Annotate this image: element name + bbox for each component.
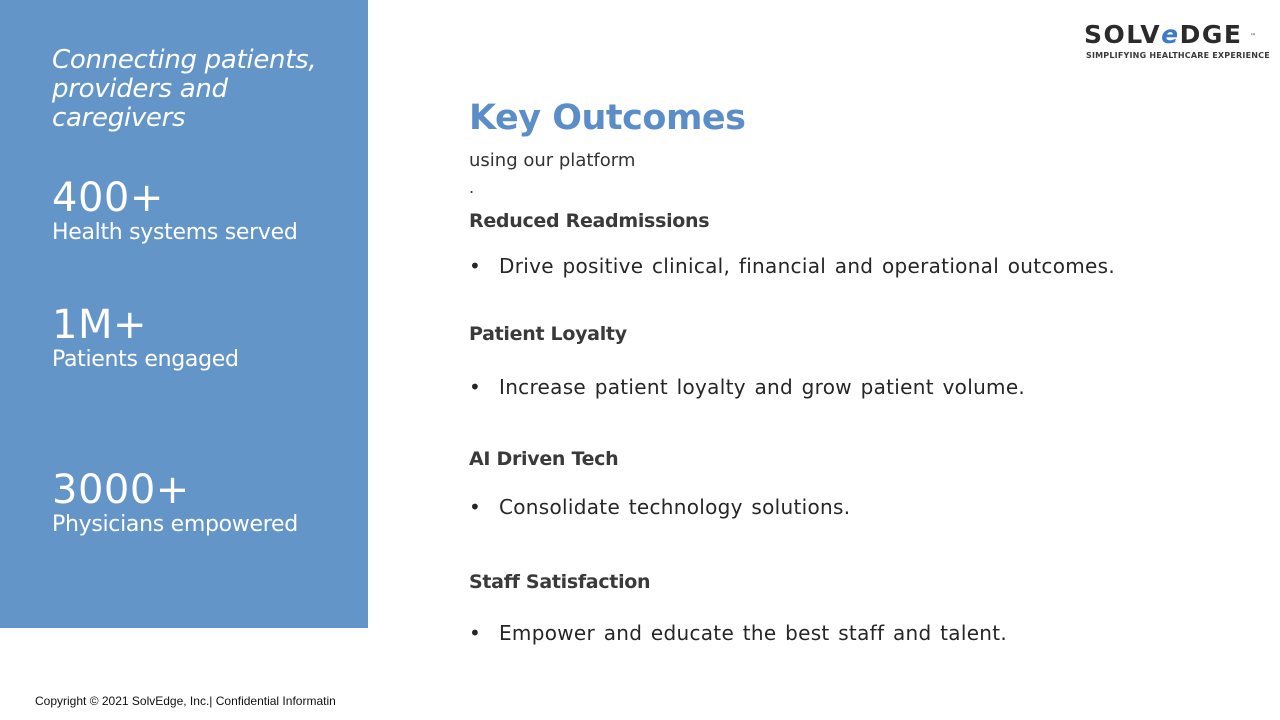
outcome-bullet-text: Increase patient loyalty and grow patient volume. — [499, 375, 1026, 399]
stat-physicians — [52, 468, 298, 538]
bullet-glyph: • — [469, 375, 482, 399]
bullet-glyph: • — [469, 621, 482, 645]
outcome-bullet-text: Empower and educate the best staff and talent. — [499, 621, 1008, 645]
stat-health-systems — [52, 176, 298, 246]
solvedge-logo — [1084, 20, 1270, 68]
outcome-bullet-text: Drive positive clinical, financial and operational outcomes. — [499, 254, 1116, 278]
separator-dot: . — [469, 178, 475, 197]
outcome-staff-satisfaction — [469, 571, 1229, 645]
logo-tagline: SIMPLIFYING HEALTHCARE EXPERIENCE — [1086, 51, 1270, 60]
logo-wordmark — [1084, 20, 1264, 50]
bullet-glyph: • — [469, 254, 482, 278]
outcome-bullet-item — [469, 254, 1115, 278]
outcome-bullet-item — [469, 495, 850, 519]
bullet-glyph: • — [469, 495, 482, 519]
sidebar-panel — [0, 0, 368, 628]
stat-label: Patients engaged — [52, 347, 239, 372]
logo-trademark: ™ — [1250, 33, 1256, 40]
outcome-heading: Staff Satisfaction — [469, 571, 651, 593]
stat-label: Health systems served — [52, 220, 298, 245]
outcome-list — [469, 621, 1007, 645]
copyright-footer: Copyright © 2021 SolvEdge, Inc.| Confidential Informatin — [35, 694, 336, 708]
stat-value: 3000+ — [52, 467, 190, 513]
stat-value: 400+ — [52, 175, 164, 221]
outcome-bullet-item — [469, 621, 1007, 645]
outcome-ai-driven-tech — [469, 448, 1229, 519]
stat-value: 1M+ — [52, 302, 147, 348]
page-subtitle: using our platform — [469, 150, 636, 171]
outcome-heading: Reduced Readmissions — [469, 210, 710, 232]
logo-e: e — [1161, 20, 1180, 49]
stat-label: Physicians empowered — [52, 512, 298, 537]
outcome-bullet-item — [469, 375, 1025, 399]
logo-part3: DGE — [1179, 20, 1243, 49]
outcome-reduced-readmissions — [469, 210, 1229, 278]
logo-part1: SOLV — [1084, 20, 1162, 49]
stat-patients — [52, 303, 239, 373]
outcome-heading: Patient Loyalty — [469, 323, 627, 345]
sidebar-tagline: Connecting patients, providers and caregivers — [52, 45, 317, 133]
outcome-patient-loyalty — [469, 323, 1229, 399]
outcome-bullet-text: Consolidate technology solutions. — [499, 495, 851, 519]
page-title: Key Outcomes — [469, 98, 746, 138]
outcome-list — [469, 495, 850, 519]
outcome-heading: AI Driven Tech — [469, 448, 619, 470]
outcome-list — [469, 254, 1115, 278]
outcome-list — [469, 375, 1025, 399]
